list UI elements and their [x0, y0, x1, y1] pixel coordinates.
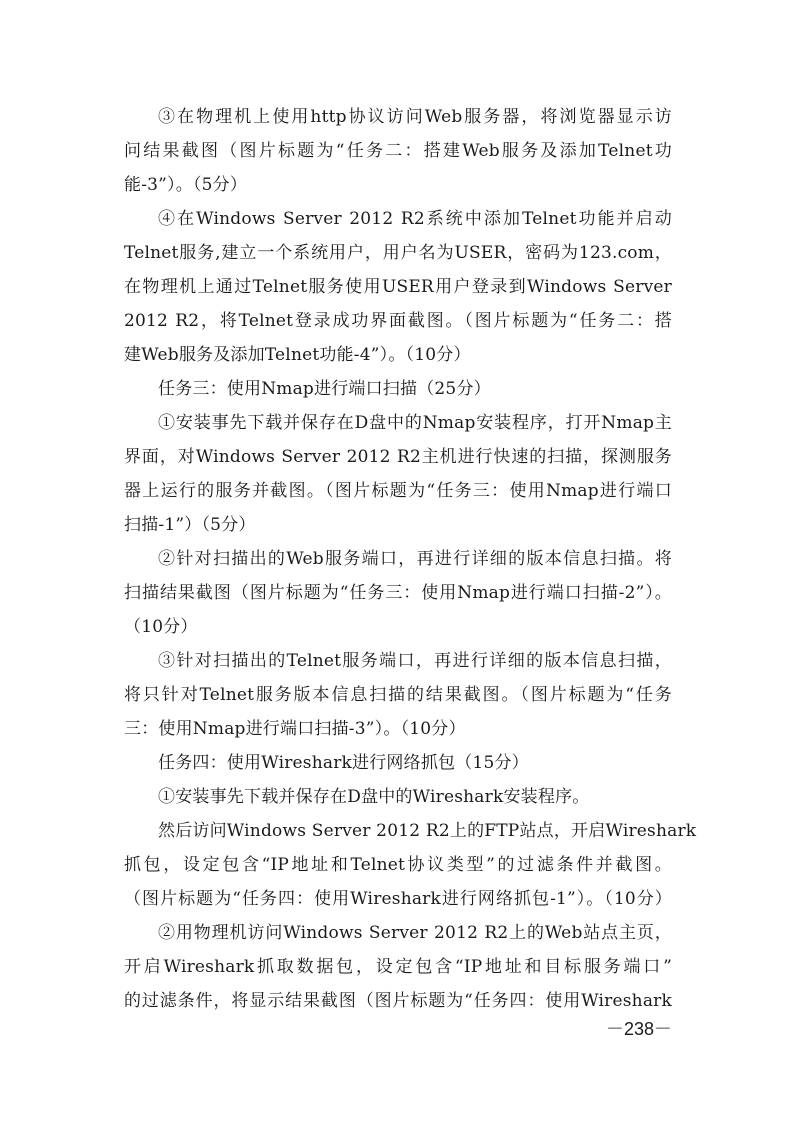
paragraph-line: 三：使用Nmap进行端口扫描-3”）。（10分）	[124, 719, 466, 739]
paragraph-line: 扫描-1”）（5分）	[124, 515, 256, 535]
page-number: －238－	[605, 1019, 672, 1039]
paragraph-line: 问结果截图（图片标题为“任务二：搭建Web服务及添加Telnet功	[124, 141, 672, 161]
paragraph-line: （图片标题为“任务四：使用Wireshark进行网络抓包-1”）。（10分）	[124, 889, 672, 909]
paragraph-line: 建Web服务及添加Telnet功能-4”）。（10分）	[124, 345, 471, 365]
paragraph-line: ②针对扫描出的Web服务端口，再进行详细的版本信息扫描。将	[158, 549, 672, 569]
paragraph-line: ③在物理机上使用http协议访问Web服务器，将浏览器显示访	[158, 107, 672, 127]
section-heading: 任务三：使用Nmap进行端口扫描（25分）	[158, 379, 491, 399]
paragraph-line: ③针对扫描出的Telnet服务端口，再进行详细的版本信息扫描，	[158, 651, 672, 671]
paragraph-line: 在物理机上通过Telnet服务使用USER用户登录到Windows Server	[124, 277, 672, 297]
paragraph-line: ④在Windows Server 2012 R2系统中添加Telnet功能并启动	[158, 209, 672, 229]
paragraph-line: 界面，对Windows Server 2012 R2主机进行快速的扫描，探测服务	[124, 447, 672, 467]
paragraph-line: （10分）	[124, 617, 198, 637]
paragraph-line: 然后访问Windows Server 2012 R2上的FTP站点，开启Wireshark	[158, 821, 697, 841]
paragraph-line: 2012 R2，将Telnet登录成功界面截图。（图片标题为“任务二：搭	[124, 311, 672, 331]
paragraph-line: 将只针对Telnet服务版本信息扫描的结果截图。（图片标题为“任务	[124, 685, 672, 705]
paragraph-line: 扫描结果截图（图片标题为“任务三：使用Nmap进行端口扫描-2”）。	[124, 583, 672, 603]
paragraph-line: 的过滤条件，将显示结果截图（图片标题为“任务四：使用Wireshark	[124, 991, 672, 1011]
paragraph-line: 能-3”）。（5分）	[124, 175, 248, 195]
paragraph-line: 开启Wireshark抓取数据包，设定包含“IP地址和目标服务端口”	[124, 957, 672, 977]
paragraph-line: Telnet服务,建立一个系统用户，用户名为USER，密码为123.com，	[124, 243, 672, 263]
paragraph-line: 器上运行的服务并截图。（图片标题为“任务三：使用Nmap进行端口	[124, 481, 672, 501]
paragraph-line: ①安装事先下载并保存在D盘中的Wireshark安装程序。	[158, 787, 590, 807]
paragraph-line: ①安装事先下载并保存在D盘中的Nmap安装程序，打开Nmap主	[158, 413, 672, 433]
section-heading: 任务四：使用Wireshark进行网络抓包（15分）	[158, 753, 529, 773]
paragraph-line: 抓包，设定包含“IP地址和Telnet协议类型”的过滤条件并截图。	[124, 855, 672, 875]
paragraph-line: ②用物理机访问Windows Server 2012 R2上的Web站点主页，	[158, 923, 672, 943]
